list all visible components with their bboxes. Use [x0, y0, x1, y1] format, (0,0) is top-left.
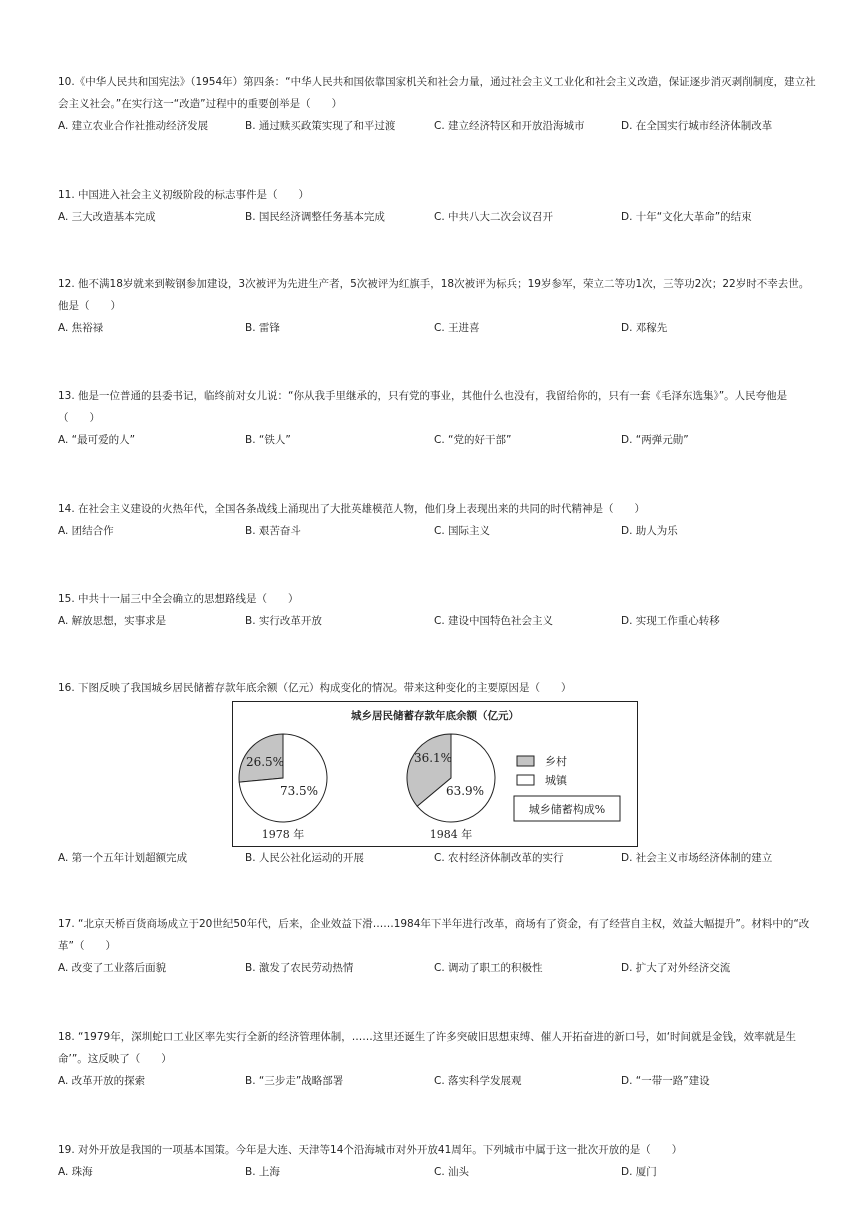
option-a[interactable]: A. 三大改造基本完成: [58, 211, 156, 223]
question-stem: 11. 中国进入社会主义初级阶段的标志事件是（ ）: [58, 189, 310, 201]
options-row: [58, 847, 818, 869]
option-a[interactable]: A. 建立农业合作社推动经济发展: [58, 120, 209, 132]
question-15: [58, 588, 818, 632]
options-row: [58, 520, 818, 542]
legend-urban-label: 城镇: [545, 774, 567, 787]
pie-1978-urban-label: 73.5%: [279, 784, 319, 798]
question-stem: 12. 他不满18岁就来到鞍钢参加建设，3次被评为先进生产者，5次被评为红旗手，18次被评为标兵；19岁参军，荣立二等功1次，三等功2次；22岁时不幸去世。他是（ ）: [58, 278, 810, 312]
options-row: [58, 1070, 818, 1092]
option-c[interactable]: C. 中共八大二次会议召开: [434, 211, 554, 223]
savings-figure: [232, 701, 638, 847]
option-c[interactable]: C. 建立经济特区和开放沿海城市: [434, 120, 585, 132]
option-a[interactable]: A. 改革开放的探索: [58, 1075, 146, 1087]
option-b[interactable]: B. 通过赎买政策实现了和平过渡: [245, 120, 396, 132]
question-stem: 15. 中共十一届三中全会确立的思想路线是（ ）: [58, 593, 299, 605]
legend-caption: 城乡储蓄构成%: [528, 803, 606, 816]
option-a[interactable]: A. 焦裕禄: [58, 322, 104, 334]
option-b[interactable]: B. 激发了农民劳动热情: [245, 962, 354, 974]
question-12: [58, 273, 818, 339]
option-d[interactable]: D. 社会主义市场经济体制的建立: [621, 852, 773, 864]
option-d[interactable]: D. “一带一路”建设: [621, 1075, 710, 1087]
options-row: [58, 115, 818, 137]
option-d[interactable]: D. 十年“文化大革命”的结束: [621, 211, 752, 223]
pie-1984-urban-label: 63.9%: [445, 784, 485, 798]
option-a[interactable]: A. 团结合作: [58, 525, 114, 537]
option-c[interactable]: C. 农村经济体制改革的实行: [434, 852, 564, 864]
question-16: [58, 677, 818, 699]
option-c[interactable]: C. “党的好干部”: [434, 434, 512, 446]
question-stem: 14. 在社会主义建设的火热年代，全国各条战线上涌现出了大批英雄模范人物，他们身上表现出来的共同的时代精神是（ ）: [58, 503, 646, 515]
option-d[interactable]: D. 实现工作重心转移: [621, 615, 720, 627]
option-c[interactable]: C. 落实科学发展观: [434, 1075, 522, 1087]
option-c[interactable]: C. 调动了职工的积极性: [434, 962, 543, 974]
savings-pie-charts: [233, 702, 637, 846]
pie-1984: [407, 734, 495, 841]
question-14: [58, 498, 818, 542]
question-18: [58, 1026, 818, 1092]
option-b[interactable]: B. 实行改革开放: [245, 615, 322, 627]
question-stem: 17. “北京天桥百货商场成立于20世纪50年代，后来，企业效益下滑……1984年下半年进行改革，商场有了资金，有了经营自主权，效益大幅提升”。材料中的“改革”（ ）: [58, 918, 810, 952]
question-13: [58, 385, 818, 451]
question-17: [58, 913, 818, 979]
question-16-options: [58, 847, 818, 869]
question-stem: 19. 对外开放是我国的一项基本国策。今年是大连、天津等14个沿海城市对外开放41周年。下列城市中属于这一批次开放的是（ ）: [58, 1144, 683, 1156]
question-11: [58, 184, 818, 228]
pie-1984-year: 1984 年: [429, 828, 473, 841]
question-19: [58, 1139, 818, 1183]
figure-title: 城乡居民储蓄存款年底余额（亿元）: [351, 710, 519, 722]
option-d[interactable]: D. 邓稼先: [621, 322, 668, 334]
option-c[interactable]: C. 王进喜: [434, 322, 480, 334]
option-b[interactable]: B. 雷锋: [245, 322, 280, 334]
option-a[interactable]: A. “最可爱的人”: [58, 434, 136, 446]
option-d[interactable]: D. “两弹元勋”: [621, 434, 689, 446]
option-d[interactable]: D. 扩大了对外经济交流: [621, 962, 731, 974]
options-row: [58, 957, 818, 979]
option-b[interactable]: B. 上海: [245, 1166, 280, 1178]
option-b[interactable]: B. 人民公社化运动的开展: [245, 852, 364, 864]
option-b[interactable]: B. “铁人”: [245, 434, 291, 446]
options-row: [58, 1161, 818, 1183]
option-a[interactable]: A. 解放思想，实事求是: [58, 615, 167, 627]
option-d[interactable]: D. 在全国实行城市经济体制改革: [621, 120, 773, 132]
question-10: [58, 71, 818, 137]
options-row: [58, 610, 818, 632]
pie-1984-rural-label: 36.1%: [413, 751, 453, 765]
option-d[interactable]: D. 厦门: [621, 1166, 657, 1178]
option-b[interactable]: B. 国民经济调整任务基本完成: [245, 211, 385, 223]
question-stem: 16. 下图反映了我国城乡居民储蓄存款年底余额（亿元）构成变化的情况。带来这种变化的主要原因是（ ）: [58, 682, 572, 694]
options-row: [58, 317, 818, 339]
option-a[interactable]: A. 第一个五年计划超额完成: [58, 852, 188, 864]
legend: [514, 754, 620, 821]
pie-1978: [239, 734, 327, 841]
legend-urban-swatch: [517, 775, 534, 785]
option-a[interactable]: A. 改变了工业落后面貌: [58, 962, 167, 974]
option-b[interactable]: B. 艰苦奋斗: [245, 525, 301, 537]
question-stem: 13. 他是一位普通的县委书记，临终前对女儿说：“你从我手里继承的，只有党的事业，其他什么也没有，我留给你的，只有一套《毛泽东选集》”。人民夸他是（ ）: [58, 390, 788, 424]
options-row: [58, 206, 818, 228]
legend-rural-label: 乡村: [545, 755, 567, 768]
options-row: [58, 429, 818, 451]
pie-1978-rural-label: 26.5%: [245, 755, 285, 769]
option-c[interactable]: C. 建设中国特色社会主义: [434, 615, 554, 627]
pie-1978-year: 1978 年: [261, 828, 305, 841]
option-c[interactable]: C. 汕头: [434, 1166, 470, 1178]
option-d[interactable]: D. 助人为乐: [621, 525, 678, 537]
question-stem: 10.《中华人民共和国宪法》（1954年）第四条：“中华人民共和国依靠国家机关和社会力量，通过社会主义工业化和社会主义改造，保证逐步消灭剥削制度，建立社会主义社会。”在实行这一“改造”过程中的重要创举是（ ）: [58, 76, 816, 110]
option-c[interactable]: C. 国际主义: [434, 525, 491, 537]
legend-rural-swatch: [517, 756, 534, 766]
question-stem: 18. “1979年，深圳蛇口工业区率先实行全新的经济管理体制，……这里还诞生了许多突破旧思想束缚、催人开拓奋进的新口号，如‘时间就是金钱，效率就是生命’”。这反映了（ ）: [58, 1031, 797, 1065]
option-a[interactable]: A. 珠海: [58, 1166, 93, 1178]
option-b[interactable]: B. “三步走”战略部署: [245, 1075, 344, 1087]
